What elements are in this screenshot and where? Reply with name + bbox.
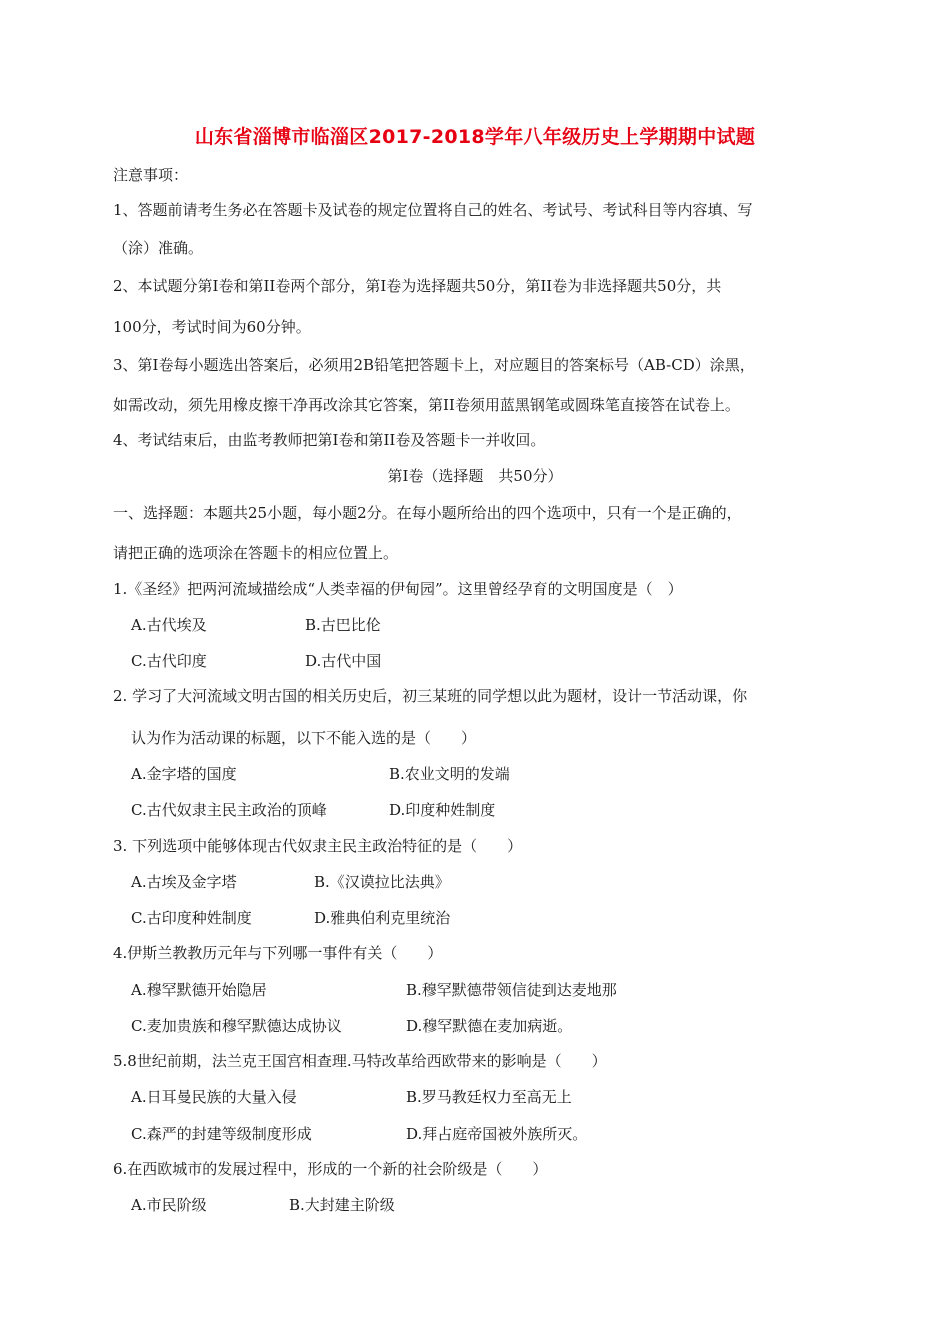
- question-1-stem: 1.《圣经》把两河流域描绘成“人类幸福的伊甸园”。这里曾经孕育的文明国度是（ ）: [113, 580, 683, 598]
- question-2-option-a: A.金字塔的国度: [131, 765, 237, 783]
- question-3-option-d: D.雅典伯利克里统治: [314, 909, 451, 927]
- question-1-option-d: D.古代中国: [305, 652, 382, 670]
- exam-title: 山东省淄博市临淄区2017-2018学年八年级历史上学期期中试题: [194, 126, 756, 148]
- question-1-option-b: B.古巴比伦: [305, 616, 381, 634]
- question-4-option-d: D.穆罕默德在麦加病逝。: [406, 1017, 573, 1035]
- notice-heading: 注意事项：: [113, 166, 189, 184]
- note-1-line-1: 1、答题前请考生务必在答题卡及试卷的规定位置将自己的姓名、考试号、考试科目等内容填、写: [113, 201, 753, 219]
- question-2-option-b: B.农业文明的发端: [389, 765, 510, 783]
- instructions-line-1: 一、选择题：本题共25小题，每小题2分。在每小题所给出的四个选项中，只有一个是正确的，: [113, 504, 742, 522]
- question-5-stem: 5.8世纪前期，法兰克王国宫相查理.马特改革给西欧带来的影响是（ ）: [113, 1052, 607, 1070]
- question-5-option-a: A.日耳曼民族的大量入侵: [131, 1088, 297, 1106]
- instructions-line-2: 请把正确的选项涂在答题卡的相应位置上。: [113, 544, 399, 562]
- question-5-option-d: D.拜占庭帝国被外族所灭。: [406, 1125, 588, 1143]
- question-2-option-c: C.古代奴隶主民主政治的顶峰: [131, 801, 327, 819]
- question-3-option-a: A.古埃及金字塔: [131, 873, 237, 891]
- question-3-option-c: C.古印度种姓制度: [131, 909, 252, 927]
- section-title: 第Ⅰ卷（选择题 共50分）: [387, 467, 563, 485]
- note-2-line-2: 100分，考试时间为60分钟。: [113, 318, 311, 336]
- note-4-line-1: 4、考试结束后，由监考教师把第Ⅰ卷和第II卷及答题卡一并收回。: [113, 431, 546, 449]
- note-2-line-1: 2、本试题分第Ⅰ卷和第II卷两个部分，第Ⅰ卷为选择题共50分，第II卷为非选择题共50分，共: [113, 277, 722, 295]
- question-5-option-c: C.森严的封建等级制度形成: [131, 1125, 312, 1143]
- note-3-line-1: 3、第Ⅰ卷每小题选出答案后，必须用2B铅笔把答题卡上，对应题目的答案标号（AB-CD）涂黑，: [113, 356, 755, 374]
- question-4-option-a: A.穆罕默德开始隐居: [131, 981, 267, 999]
- question-2-option-d: D.印度种姓制度: [389, 801, 496, 819]
- question-4-stem: 4.伊斯兰教教历元年与下列哪一事件有关（ ）: [113, 944, 443, 962]
- question-1-option-a: A.古代埃及: [131, 616, 207, 634]
- question-2-stem: 2. 学习了大河流域文明古国的相关历史后，初三某班的同学想以此为题材，设计一节活动课，你: [113, 687, 748, 705]
- question-6-option-a: A.市民阶级: [131, 1196, 207, 1214]
- note-3-line-2: 如需改动，须先用橡皮擦干净再改涂其它答案，第II卷须用蓝黑钢笔或圆珠笔直接答在试卷上。: [113, 396, 740, 414]
- question-4-option-b: B.穆罕默德带领信徒到达麦地那: [406, 981, 617, 999]
- note-1-line-2: （涂）准确。: [113, 239, 204, 257]
- question-1-option-c: C.古代印度: [131, 652, 207, 670]
- question-5-option-b: B.罗马教廷权力至高无上: [406, 1088, 572, 1106]
- question-6-option-b: B.大封建主阶级: [289, 1196, 395, 1214]
- question-6-stem: 6.在西欧城市的发展过程中，形成的一个新的社会阶级是（ ）: [113, 1160, 548, 1178]
- question-4-option-c: C.麦加贵族和穆罕默德达成协议: [131, 1017, 342, 1035]
- question-3-stem: 3. 下列选项中能够体现古代奴隶主民主政治特征的是（ ）: [113, 837, 523, 855]
- question-3-option-b: B.《汉谟拉比法典》: [314, 873, 450, 891]
- question-2-stem-line-2: 认为作为活动课的标题，以下不能入选的是（ ）: [131, 729, 477, 747]
